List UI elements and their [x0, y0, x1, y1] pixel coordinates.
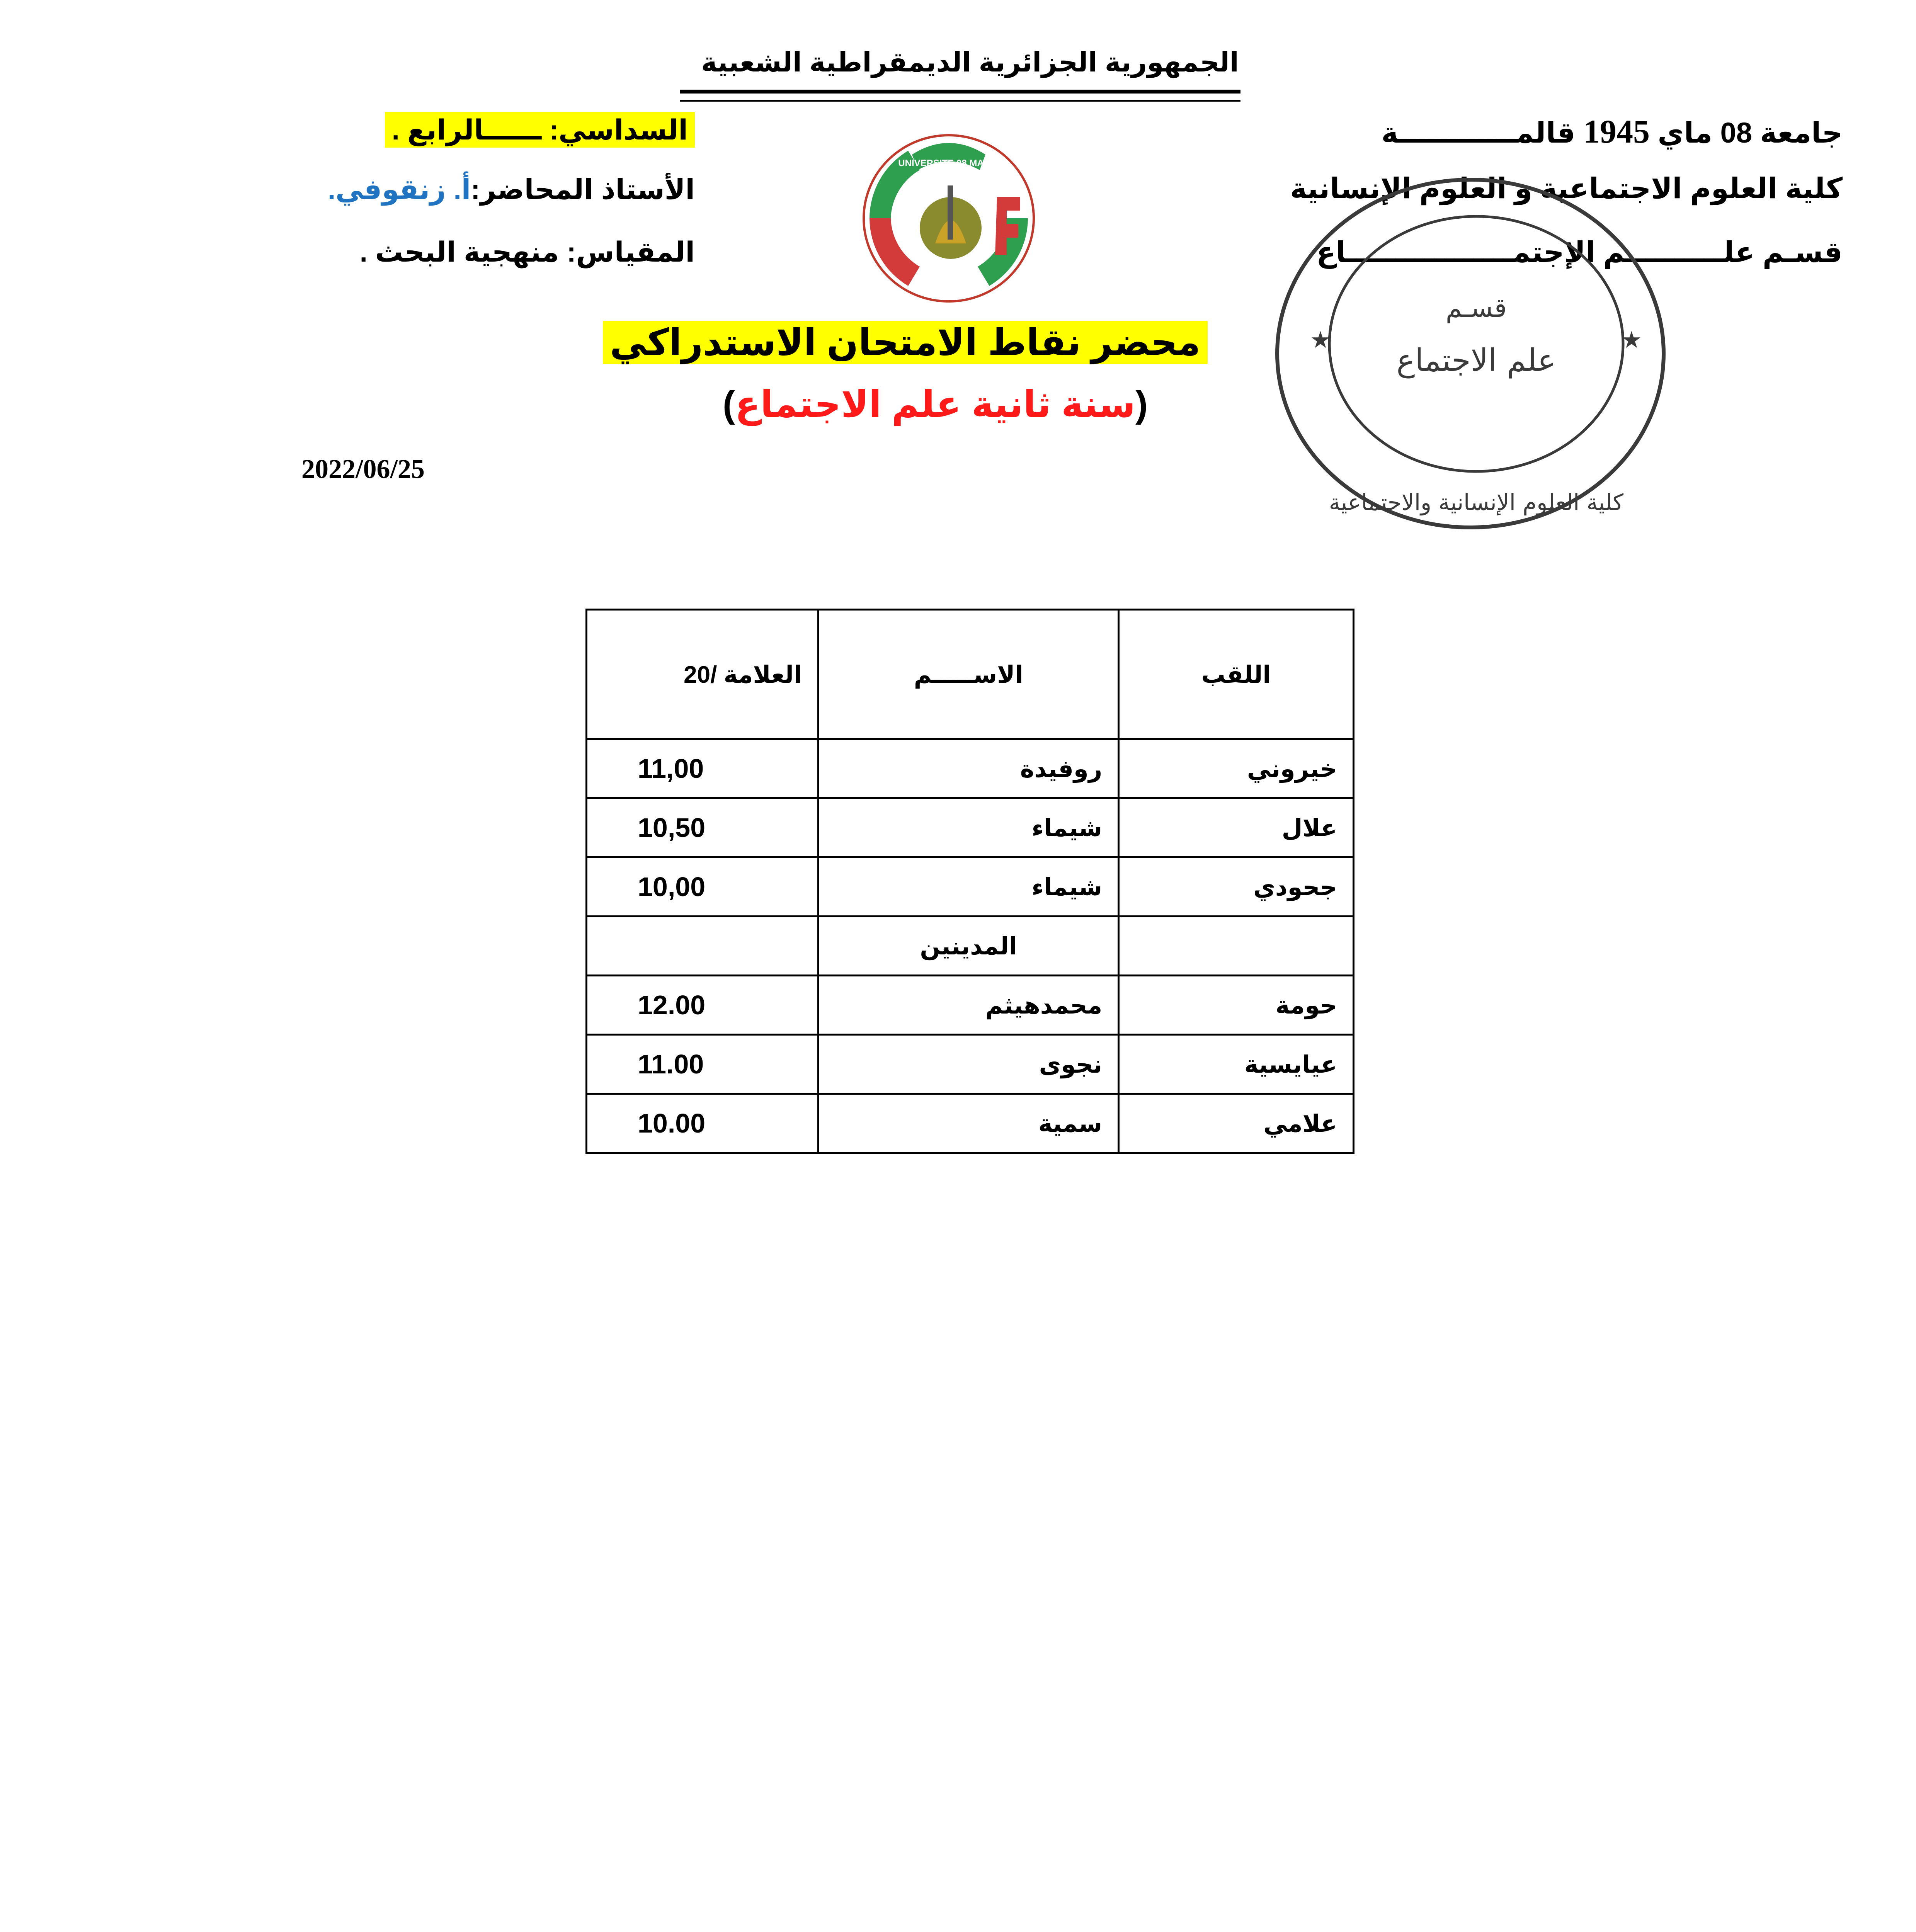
table-row [587, 1035, 1354, 1094]
grades-table [585, 609, 1354, 1154]
cell-grade: 10,00 [587, 857, 818, 917]
stamp-inner-line1: قسـم [1445, 293, 1507, 323]
table-header-row [587, 610, 1354, 739]
cell-last-name: عيايسية [1119, 1035, 1354, 1094]
professor-name: أ. زنقوفي. [328, 174, 471, 205]
cell-first-name: نجوى [818, 1035, 1119, 1094]
cell-first-name: شيماء [818, 857, 1119, 917]
header-last-name: اللقب [1119, 610, 1354, 739]
university-name: جامعة 08 ماي 1945 قالمــــــــــــة [1381, 113, 1843, 150]
cell-grade: 11,00 [587, 739, 818, 798]
cell-first-name: محمدهيثم [818, 976, 1119, 1035]
professor-line [328, 173, 695, 206]
table-row [587, 798, 1354, 857]
cell-first-name: سمية [818, 1094, 1119, 1153]
cell-grade: 12.00 [587, 976, 818, 1035]
cell-grade: 11.00 [587, 1035, 818, 1094]
cell-last-name: خيروني [1119, 739, 1354, 798]
university-logo [858, 128, 1043, 305]
table-section-row [587, 917, 1354, 976]
professor-label: الأستاذ المحاضر: [471, 174, 695, 205]
heading-rule-thin [680, 100, 1240, 102]
table-row [587, 739, 1354, 798]
table-row [587, 976, 1354, 1035]
module-label: المقياس: [567, 237, 695, 268]
cell-first-name: روفيدة [818, 739, 1119, 798]
semester-label: السداسي: [549, 115, 688, 146]
cell-last-name [1119, 917, 1354, 976]
department-stamp [1260, 162, 1681, 545]
logo-banner: UNIVERSITE 08 MAI 45 [898, 158, 999, 168]
module-line [360, 236, 695, 268]
semester-value: ــــــالرابع . [391, 115, 550, 146]
faculty-name: كلية العلوم الاجتماعية و العلوم الإنسانية [1290, 172, 1843, 204]
document-title: محضر نقاط الامتحان الاستدراكي [603, 321, 1208, 364]
header-grade: العلامة /20 [587, 610, 818, 739]
table-row [587, 1094, 1354, 1153]
cell-grade [587, 917, 818, 976]
stamp-ring-text: كلية العلوم الإنسانية والاجتماعية [1329, 489, 1624, 515]
cell-last-name: جحودي [1119, 857, 1354, 917]
stamp-inner-line2: علم الاجتماع [1396, 342, 1556, 378]
cell-last-name: علامي [1119, 1094, 1354, 1153]
table-row [587, 857, 1354, 917]
semester-line [385, 112, 695, 148]
republic-heading: الجمهورية الجزائرية الديمقراطية الشعبية [701, 47, 1239, 77]
department-name: قسـم علــــــــــم الإجتمـــــــــــــــــاع [1316, 236, 1843, 268]
header-first-name: الاســـــم [818, 610, 1119, 739]
cell-last-name: حومة [1119, 976, 1354, 1035]
stamp-star-left-icon: ★ [1310, 327, 1331, 353]
cell-grade: 10.00 [587, 1094, 818, 1153]
module-value: منهجية البحث . [359, 237, 567, 268]
document-date: 2022/06/25 [301, 454, 425, 484]
cell-grade: 10,50 [587, 798, 818, 857]
cell-first-name: شيماء [818, 798, 1119, 857]
document-subtitle: (سنة ثانية علم الاجتماع) [723, 384, 1148, 425]
cell-last-name: علال [1119, 798, 1354, 857]
stamp-star-right-icon: ★ [1621, 327, 1642, 353]
heading-rule-thick [680, 90, 1240, 94]
section-label: المدينين [818, 917, 1119, 976]
